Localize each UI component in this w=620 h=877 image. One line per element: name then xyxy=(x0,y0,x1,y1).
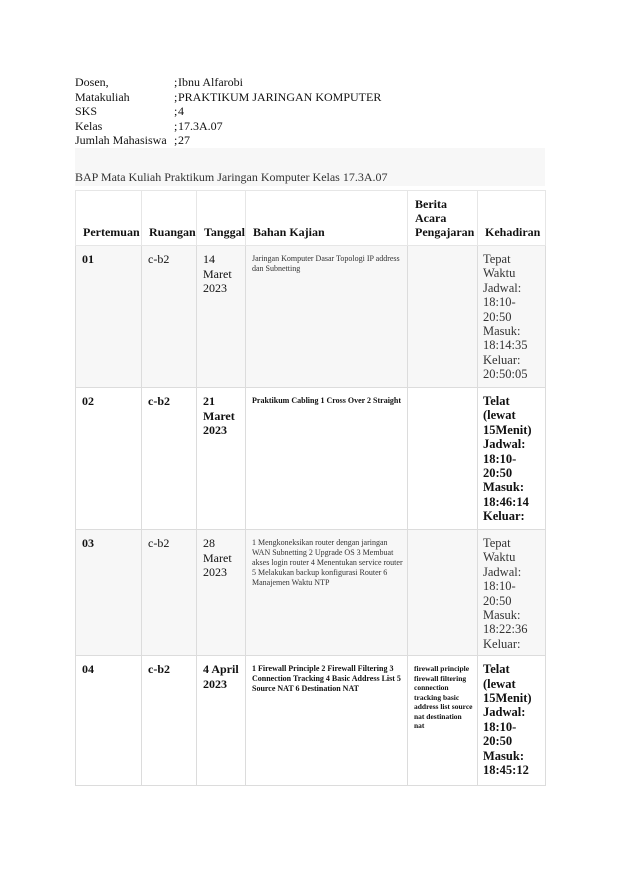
kehadiran-line: 20:50:05 xyxy=(483,367,528,382)
info-label: Dosen, xyxy=(75,75,109,89)
col-header-tanggal: Tanggal xyxy=(197,191,246,246)
kehadiran-line: Keluar: xyxy=(483,352,521,367)
kehadiran-line: Telat xyxy=(483,662,510,677)
kehadiran-line: 18:10- xyxy=(483,719,517,734)
kehadiran-line: Masuk: xyxy=(483,324,521,339)
header-info xyxy=(75,75,545,148)
cell-bahan-kajian: Praktikum Cabling 1 Cross Over 2 Straight xyxy=(246,388,408,530)
kehadiran-line: Masuk: xyxy=(483,480,524,495)
col-header-kehadiran: Kehadiran xyxy=(478,191,546,246)
info-label: Kelas xyxy=(75,118,103,133)
cell-ruangan: c-b2 xyxy=(142,388,197,530)
table-caption: BAP Mata Kuliah Praktikum Jaringan Komputer Kelas 17.3A.07 xyxy=(75,170,388,184)
kehadiran-line: 15Menit) xyxy=(483,691,532,706)
table-row xyxy=(76,656,546,786)
table-row xyxy=(76,530,546,656)
cell-kehadiran xyxy=(478,388,546,530)
kehadiran-line: Tepat xyxy=(483,536,511,550)
kehadiran-line: Tepat xyxy=(483,252,511,266)
info-row-sks xyxy=(75,104,545,119)
cell-pertemuan: 01 xyxy=(76,246,142,388)
cell-tanggal: 14 Maret 2023 xyxy=(197,246,246,388)
info-label: Matakuliah xyxy=(75,89,130,104)
kehadiran-line: (lewat xyxy=(483,408,516,423)
cell-ruangan: c-b2 xyxy=(142,530,197,656)
kehadiran-line: 20:50 xyxy=(483,734,513,749)
info-separator: ; xyxy=(174,75,178,89)
kehadiran-line: 18:22:36 xyxy=(483,622,528,637)
cell-bahan-kajian: Jaringan Komputer Dasar Topologi IP address dan Subnetting xyxy=(246,246,408,388)
info-value: 4 xyxy=(178,104,184,119)
col-header-berita-acara: Berita Acara Pengajaran xyxy=(408,191,478,246)
info-separator: ; xyxy=(174,118,178,133)
cell-pertemuan: 04 xyxy=(76,656,142,786)
info-separator: ; xyxy=(174,89,178,104)
kehadiran-line: 18:46:14 xyxy=(483,494,529,509)
cell-berita-acara xyxy=(408,246,478,388)
cell-ruangan: c-b2 xyxy=(142,246,197,388)
kehadiran-line: Waktu xyxy=(483,550,516,565)
kehadiran-line: 18:10- xyxy=(483,451,517,466)
info-value: PRAKTIKUM JARINGAN KOMPUTER xyxy=(178,89,382,104)
kehadiran-line: Masuk: xyxy=(483,748,524,763)
kehadiran-line: Jadwal: xyxy=(483,564,522,579)
bap-table xyxy=(75,190,546,786)
cell-berita-acara xyxy=(408,530,478,656)
kehadiran-line: 18:10- xyxy=(483,579,516,594)
info-row-kelas xyxy=(75,119,545,134)
kehadiran-line: 20:50 xyxy=(483,593,512,608)
kehadiran-line: 20:50 xyxy=(483,309,512,324)
info-value: 17.3A.07 xyxy=(178,118,223,133)
table-row xyxy=(76,246,546,388)
cell-tanggal: 21 Maret 2023 xyxy=(197,388,246,530)
cell-tanggal: 4 April 2023 xyxy=(197,656,246,786)
kehadiran-line: Jadwal: xyxy=(483,437,526,452)
kehadiran-line: Jadwal: xyxy=(483,280,522,295)
info-row-jumlah-mahasiswa xyxy=(75,133,545,148)
info-row-dosen xyxy=(75,75,545,90)
kehadiran-line: Jadwal: xyxy=(483,705,526,720)
kehadiran-line: Keluar: xyxy=(483,509,525,524)
info-value: 27 xyxy=(178,133,190,148)
kehadiran-line: 18:14:35 xyxy=(483,338,528,353)
table-row xyxy=(76,388,546,530)
col-header-bahan-kajian: Bahan Kajian xyxy=(246,191,408,246)
info-separator: ; xyxy=(174,133,178,148)
cell-pertemuan: 02 xyxy=(76,388,142,530)
col-header-ruangan: Ruangan xyxy=(142,191,197,246)
kehadiran-line: (lewat xyxy=(483,676,516,691)
info-separator: ; xyxy=(174,104,178,119)
info-label: Jumlah Mahasiswa xyxy=(75,133,167,148)
cell-bahan-kajian: 1 Mengkoneksikan router dengan jaringan WAN Subnetting 2 Upgrade OS 3 Membuat akses login router 4 Menentukan service router 5 Melakukan backup konfigurasi Router 6 Manajemen Waktu NTP xyxy=(246,530,408,656)
cell-bahan-kajian: 1 Firewall Principle 2 Firewall Filtering 3 Connection Tracking 4 Basic Address List 5 Source NAT 6 Destination NAT xyxy=(246,656,408,786)
kehadiran-line: 15Menit) xyxy=(483,422,532,437)
cell-pertemuan: 03 xyxy=(76,530,142,656)
kehadiran-line: Telat xyxy=(483,394,510,408)
cell-berita-acara: firewall principle firewall filtering connection tracking basic address list source nat destination nat xyxy=(408,656,478,786)
info-row-matakuliah xyxy=(75,90,545,105)
kehadiran-line: Keluar: xyxy=(483,636,521,651)
table-header-row xyxy=(76,191,546,246)
col-header-pertemuan: Pertemuan xyxy=(76,191,142,246)
kehadiran-line: Waktu xyxy=(483,266,516,281)
kehadiran-line: 20:50 xyxy=(483,466,513,481)
cell-kehadiran xyxy=(478,656,546,786)
cell-kehadiran xyxy=(478,530,546,656)
cell-kehadiran xyxy=(478,246,546,388)
info-value: Ibnu Alfarobi xyxy=(178,75,243,89)
kehadiran-line: Masuk: xyxy=(483,608,521,623)
kehadiran-line: 18:45:12 xyxy=(483,763,529,778)
cell-ruangan: c-b2 xyxy=(142,656,197,786)
cell-tanggal: 28 Maret 2023 xyxy=(197,530,246,656)
info-label: SKS xyxy=(75,104,98,119)
cell-berita-acara xyxy=(408,388,478,530)
kehadiran-line: 18:10- xyxy=(483,295,516,310)
